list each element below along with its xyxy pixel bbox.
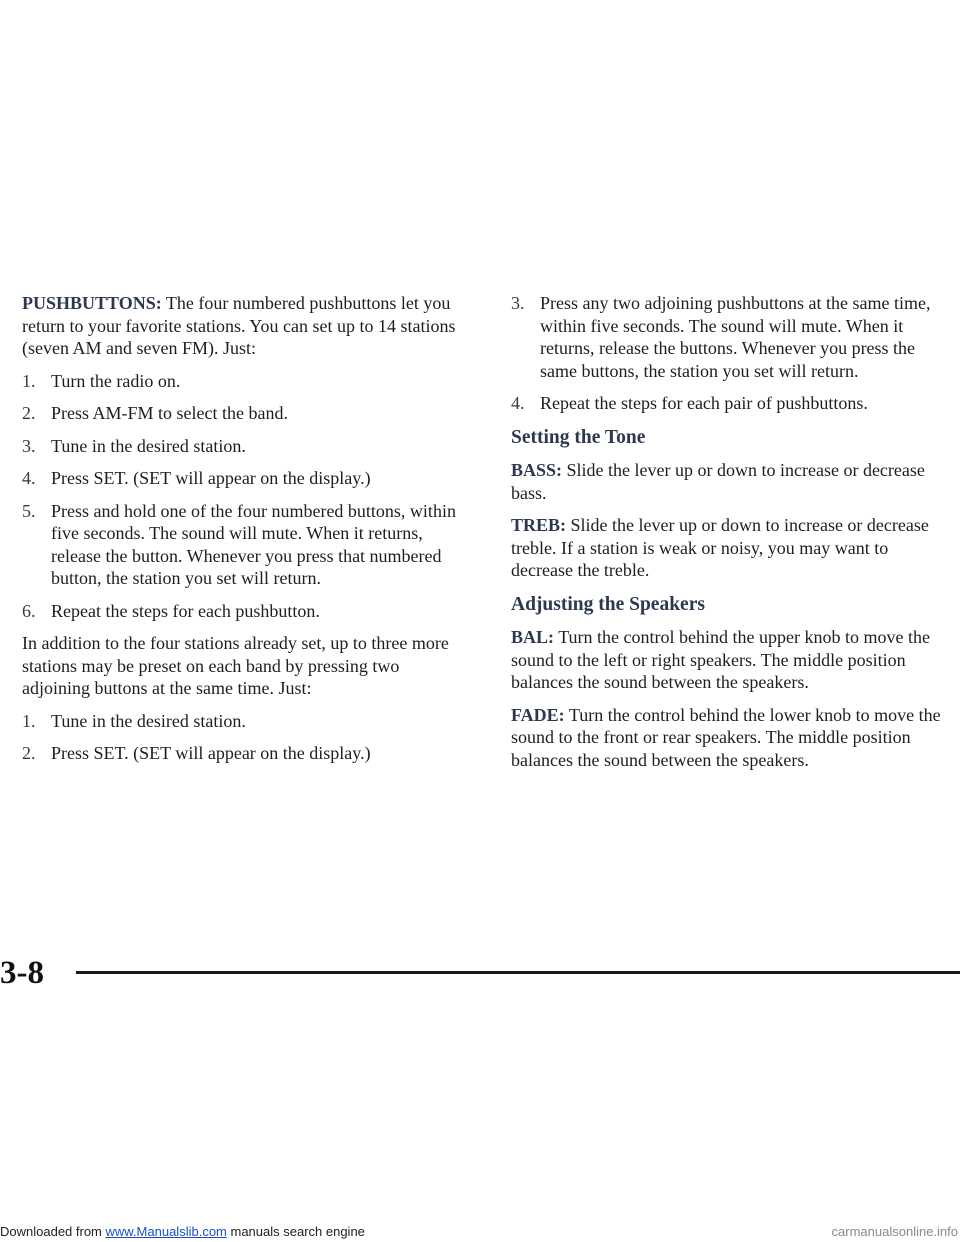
list-item (511, 392, 953, 415)
additional-stations-paragraph: In addition to the four stations already set, up to three more stations may be preset on each band by pressing two adjoining buttons at the same time. Just: (22, 633, 449, 698)
fade-text: Turn the control behind the lower knob to move the sound to the front or rear speakers. The middle position balances the sound between the speakers. (511, 704, 941, 770)
list-item-number: 1. (22, 370, 36, 391)
list-item (22, 435, 467, 458)
list-item-text: Turn the radio on. (51, 370, 181, 391)
manualslib-link[interactable]: www.Manualslib.com (105, 1224, 227, 1239)
page-number: 3-8 (0, 955, 44, 991)
list-item-text: Tune in the desired station. (51, 710, 246, 731)
pushbuttons-text: The four numbered pushbuttons let you return to your favorite stations. You can set up to 14 stations (seven AM and seven FM). Just: (22, 293, 456, 358)
list-item-text: Press AM-FM to select the band. (51, 403, 288, 423)
treb-paragraph (511, 514, 953, 582)
left-column (22, 292, 467, 775)
treb-text: Slide the lever up or down to increase or decrease treble. If a station is weak or noisy, you may want to decrease the treble. (511, 515, 929, 580)
list-item (511, 292, 953, 382)
bass-paragraph (511, 459, 953, 504)
list-item (22, 500, 467, 590)
list-item-text: Press SET. (SET will appear on the display.) (51, 468, 371, 488)
list-item-text: Tune in the desired station. (51, 435, 246, 456)
list-item-number: 2. (22, 743, 36, 763)
bal-paragraph (511, 626, 953, 694)
list-item-number: 6. (22, 600, 36, 621)
list-item-number: 4. (22, 468, 36, 488)
list-item (22, 402, 467, 425)
list-item-number: 3. (511, 293, 525, 313)
download-note (0, 1222, 365, 1242)
speakers-heading: Adjusting the Speakers (511, 593, 705, 615)
list-item-number: 5. (22, 500, 36, 521)
download-suffix: manuals search engine (226, 1224, 365, 1239)
fade-paragraph (511, 704, 953, 772)
list-item (22, 710, 467, 733)
list-item-number: 1. (22, 710, 36, 731)
fade-label: FADE: (511, 704, 565, 725)
treb-label: TREB: (511, 515, 567, 535)
list-item-text: Repeat the steps for each pair of pushbuttons. (540, 393, 868, 413)
list-item-number: 2. (22, 403, 36, 423)
tone-heading: Setting the Tone (511, 426, 646, 448)
pushbuttons-intro (22, 292, 467, 360)
bass-text: Slide the lever up or down to increase or decrease bass. (511, 460, 925, 503)
bal-text: Turn the control behind the upper knob to move the sound to the left or right speakers. The middle position balances the sound between the speakers. (511, 627, 930, 692)
download-prefix: Downloaded from (0, 1224, 106, 1239)
watermark-text: carmanualsonline.info (831, 1224, 958, 1239)
list-item-text: Repeat the steps for each pushbutton. (51, 600, 320, 621)
list-item-number: 3. (22, 435, 36, 456)
list-item (22, 742, 467, 765)
list-item (22, 600, 467, 623)
list-item-text: Press and hold one of the four numbered buttons, within five seconds. The sound will mute. When it returns, release the button. Whenever you press that numbered button, the station you set will return. (51, 500, 456, 588)
list-item-text: Press SET. (SET will appear on the display.) (51, 743, 371, 763)
bass-label: BASS: (511, 460, 563, 480)
list-item-text: Press any two adjoining pushbuttons at the same time, within five seconds. The sound will mute. When it returns, release the buttons. Whenever you press the same buttons, the station you set will return. (540, 293, 931, 381)
download-footer (0, 1222, 960, 1242)
bal-label: BAL: (511, 627, 555, 647)
list-item (22, 370, 467, 393)
list-item-number: 4. (511, 393, 525, 413)
pushbuttons-label: PUSHBUTTONS: (22, 293, 162, 313)
footer-divider (76, 971, 960, 974)
list-item (22, 467, 467, 490)
right-column (511, 292, 953, 781)
